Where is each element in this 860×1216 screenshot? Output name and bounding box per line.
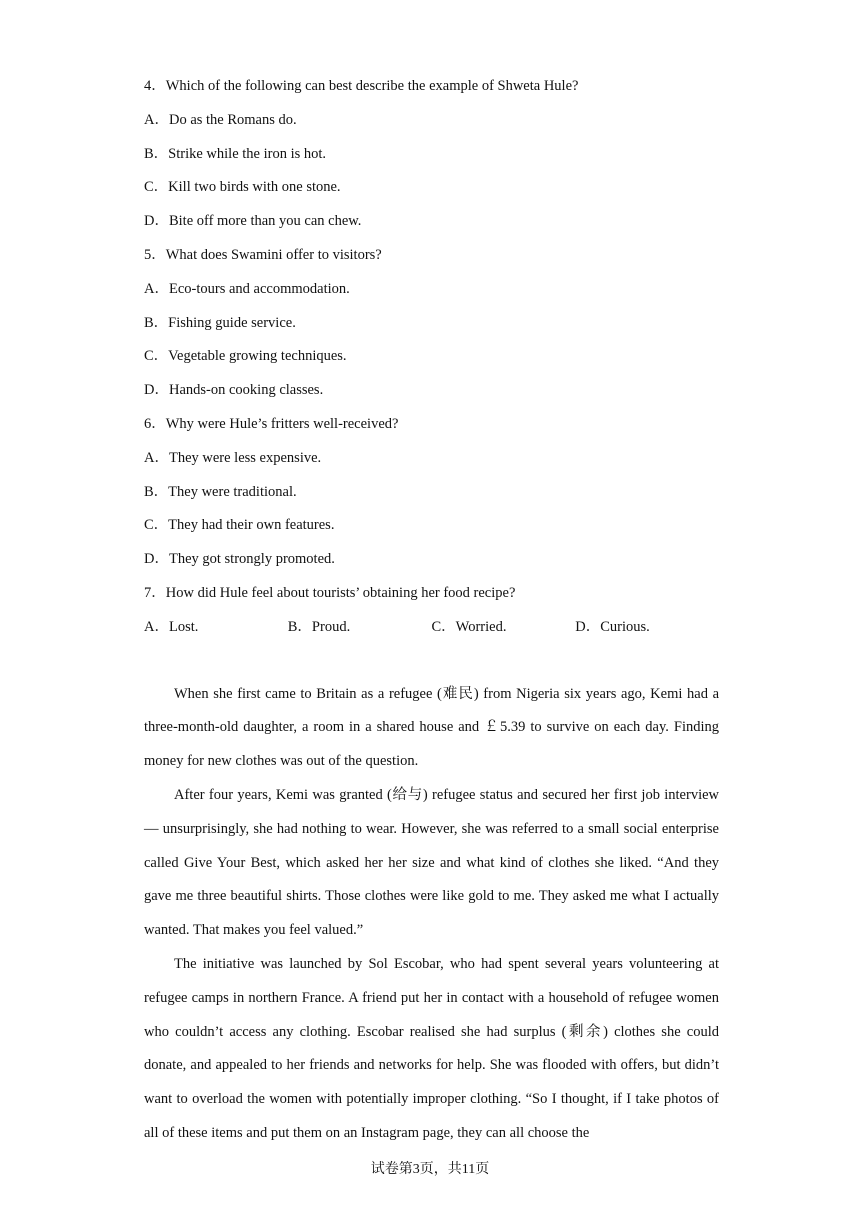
question-6-option-b: B．They were traditional.: [144, 483, 297, 500]
question-5-option-b: B．Fishing guide service.: [144, 314, 296, 331]
page-content: [144, 70, 719, 1151]
question-4-option-b: B．Strike while the iron is hot.: [144, 145, 327, 162]
question-7-option-b: B．Proud.: [287, 618, 351, 635]
question-4-stem: 4．Which of the following can best describe the example of Shweta Hule?: [144, 78, 579, 94]
passage-paragraph-2: After four years, Kemi was granted (给与) refugee status and secured her first job interview — unsurprisingly, she had nothing to wear. However, she was referred to a small social enterprise called Give Your Best, which asked her her size and what kind of clothes she liked. “And they gave me three beautiful shirts. Those clothes were like gold to me. They asked me what I actually wanted. That makes you feel valued.”: [144, 786, 719, 939]
question-7-options: [144, 611, 719, 645]
question-5-option-a: A．Eco-tours and accommodation.: [144, 280, 350, 297]
question-7-stem: 7．How did Hule feel about tourists’ obtaining her food recipe?: [144, 584, 516, 601]
question-7-option-d: D．Curious.: [575, 618, 650, 635]
page-footer: 试卷第3页，共11页: [370, 1162, 490, 1177]
section-spacer: [144, 645, 719, 678]
question-4-option-c: C．Kill two birds with one stone.: [144, 179, 341, 196]
question-4-option-d: D．Bite off more than you can chew.: [144, 213, 362, 230]
question-5-option-c: C．Vegetable growing techniques.: [144, 348, 347, 365]
question-5-stem: 5．What does Swamini offer to visitors?: [144, 246, 382, 263]
question-7-option-a: A．Lost.: [144, 618, 199, 635]
question-6-option-d: D．They got strongly promoted.: [144, 551, 335, 568]
passage-paragraph-3: The initiative was launched by Sol Escobar, who had spent several years volunteering at refugee camps in northern France. A friend put her in contact with a household of refugee women who couldn’t access any clothing. Escobar realised she had surplus (剩余) clothes she could donate, and appealed to her friends and networks for help. She was flooded with offers, but didn’t want to overload the women with potentially improper clothing. “So I thought, if I take photos of all of these items and put them on an Instagram page, they can all choose the: [144, 955, 719, 1141]
question-4-option-a: A．Do as the Romans do.: [144, 111, 297, 128]
question-6-option-a: A．They were less expensive.: [144, 449, 322, 466]
question-6-stem: 6．Why were Hule’s fritters well-received?: [144, 415, 399, 432]
question-7-option-c: C．Worried.: [431, 618, 507, 635]
question-6-option-c: C．They had their own features.: [144, 517, 335, 534]
question-5-option-d: D．Hands-on cooking classes.: [144, 382, 324, 399]
passage-paragraph-1: When she first came to Britain as a refugee (难民) from Nigeria six years ago, Kemi had a three-month-old daughter, a room in a shared house and ￡5.39 to survive on each day. Finding money for new clothes was out of the question.: [144, 685, 719, 770]
